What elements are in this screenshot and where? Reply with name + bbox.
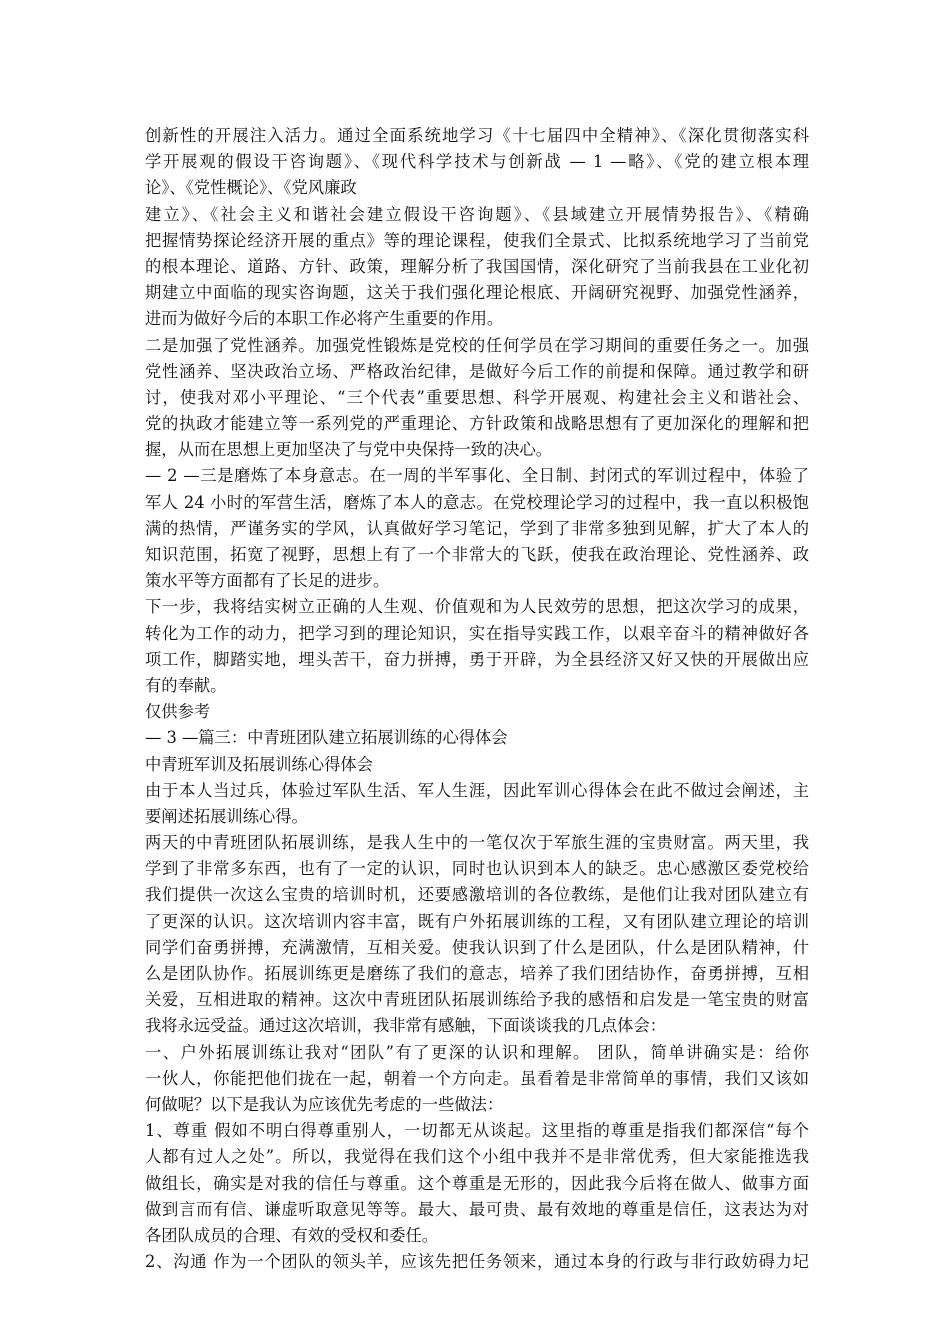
- text-line: 有的奉献。: [145, 675, 227, 695]
- text-line: 创新性的开展注入活力。通过全面系统地学习《十七届四中全精神》、《深化贯彻落实科: [145, 126, 809, 145]
- text-line: 做到言而有信、谦虚听取意见等等。最大、最可贵、最有效地的尊重是信任，这表达为对: [145, 1199, 809, 1219]
- text-line: 人都有过人之处”。所以，我觉得在我们这个小组中我并不是非常优秀，但大家能推选我: [145, 1147, 809, 1167]
- text-line: 讨，使我对邓小平理论、“三个代表”重要思想、科学开展观、构建社会主义和谐社会、: [145, 387, 809, 407]
- text-line: 一、户外拓展训练让我对“团队”有了更深的认识和理解。 团队，简单讲确实是：给你: [145, 1042, 809, 1062]
- text-line: 1、尊重 假如不明白得尊重别人，一切都无从谈起。这里指的尊重是指我们都深信“每个: [145, 1121, 809, 1141]
- text-line: 军人 24 小时的军营生活，磨炼了本人的意志。在党校理论学习的过程中，我一直以积极饱: [145, 492, 809, 512]
- text-line: 么是团队协作。拓展训练更是磨练了我们的意志，培养了我们团结协作，奋勇拼搏，互相: [145, 964, 809, 983]
- text-line: 一伙人，你能把他们拢在一起，朝着一个方向走。虽看着是非常简单的事情，我们又该如: [145, 1068, 809, 1088]
- text-line: 2、沟通 作为一个团队的领头羊，应该先把任务领来，通过本身的行政与非行政妨碍力圮: [145, 1252, 809, 1272]
- text-line: 要阐述拓展训练心得。: [145, 806, 308, 826]
- text-line: 把握情势探论经济开展的重点》等的理论课程，使我们全景式、比拟系统地学习了当前党: [145, 230, 809, 250]
- text-line: 转化为工作的动力，把学习到的理论知识，实在指导实践工作，以艰辛奋斗的精神做好各: [145, 623, 809, 643]
- text-line: 项工作，脚踏实地，埋头苦干，奋力拼搏，勇于开辟，为全县经济又好又快的开展做出应: [145, 649, 809, 669]
- document-page: [145, 123, 809, 1275]
- text-line: 知识范围，拓宽了视野，思想上有了一个非常大的飞跃，使我在政治理论、党性涵养、政: [145, 545, 809, 564]
- text-line: — 2 —三是磨炼了本身意志。在一周的半军事化、全日制、封闭式的军训过程中，体验了: [145, 466, 809, 486]
- text-line: 期建立中面临的现实咨询题，这关于我们强化理论根底、开阔研究视野、加强党性涵养，: [145, 283, 809, 303]
- text-line: 同学们奋勇拼搏，充满激情，互相关爱。使我认识到了什么是团队，什么是团队精神，什: [145, 937, 809, 957]
- text-line: 握，从而在思想上更加坚决了与党中央保持一致的决心。: [145, 440, 553, 460]
- text-line: 的根本理论、道路、方针、政策，理解分析了我国国情，深化研究了当前我县在工业化初: [145, 256, 809, 276]
- text-line: 中青班军训及拓展训练心得体会: [145, 754, 373, 774]
- text-line: 论》、《党性概论》、《党风廉政: [145, 178, 357, 198]
- text-line: 由于本人当过兵，体验过军队生活、军人生涯，因此军训心得体会在此不做过会阐述，主: [145, 780, 809, 800]
- text-line: 建立》、《社会主义和谐社会建立假设干咨询题》、《县域建立开展情势报告》、《精确: [145, 204, 809, 224]
- text-line: 党的执政才能建立等一系列党的严重理论、方针政策和战略思想有了更加深化的理解和把: [145, 414, 809, 434]
- text-line: 二是加强了党性涵养。加强党性锻炼是党校的任何学员在学习期间的重要任务之一。加强: [145, 335, 809, 355]
- text-line: 做组长，确实是对我的信任与尊重。这个尊重是无形的，因此我今后将在做人、做事方面: [145, 1173, 809, 1193]
- text-line: 学开展观的假设干咨询题》、《现代科学技术与创新战 — 1 —略》、《党的建立根本理: [145, 152, 809, 172]
- text-line: 进而为做好今后的本职工作必将产生重要的作用。: [145, 309, 504, 329]
- text-line: 了更深的认识。这次培训内容丰富，既有户外拓展训练的工程，又有团队建立理论的培训: [145, 911, 809, 931]
- text-line: 学到了非常多东西，也有了一定的认识，同时也认识到本人的缺乏。忠心感激区委党校给: [145, 859, 809, 879]
- text-line: 满的热情，严谨务实的学风，认真做好学习笔记，学到了非常多独到见解，扩大了本人的: [145, 518, 809, 538]
- text-line: 策水平等方面都有了长足的进步。: [145, 571, 390, 591]
- text-line: 党性涵养、坚决政治立场、严格政治纪律，是做好今后工作的前提和保障。通过教学和研: [145, 361, 809, 381]
- text-line: 仅供参考: [145, 702, 211, 722]
- text-line: — 3 —篇三：中青班团队建立拓展训练的心得体会: [145, 728, 508, 748]
- text-line: 下一步，我将结实树立正确的人生观、价值观和为人民效劳的思想，把这次学习的成果，: [145, 597, 809, 617]
- text-line: 两天的中青班团队拓展训练，是我人生中的一笔仅次于军旅生涯的宝贵财富。两天里，我: [145, 833, 809, 853]
- text-line: 我将永远受益。通过这次培训，我非常有感触，下面谈谈我的几点体会：: [145, 1016, 667, 1036]
- text-line: 我们提供一次这么宝贵的培训时机，还要感激培训的各位教练，是他们让我对团队建立有: [145, 885, 809, 905]
- text-line: 何做呢？以下是我认为应该优先考虑的一些做法：: [145, 1094, 504, 1114]
- text-line: 各团队成员的合理、有效的受权和委任。: [145, 1225, 439, 1245]
- text-line: 关爱，互相进取的精神。这次中青班团队拓展训练给予我的感悟和启发是一笔宝贵的财富: [145, 990, 809, 1010]
